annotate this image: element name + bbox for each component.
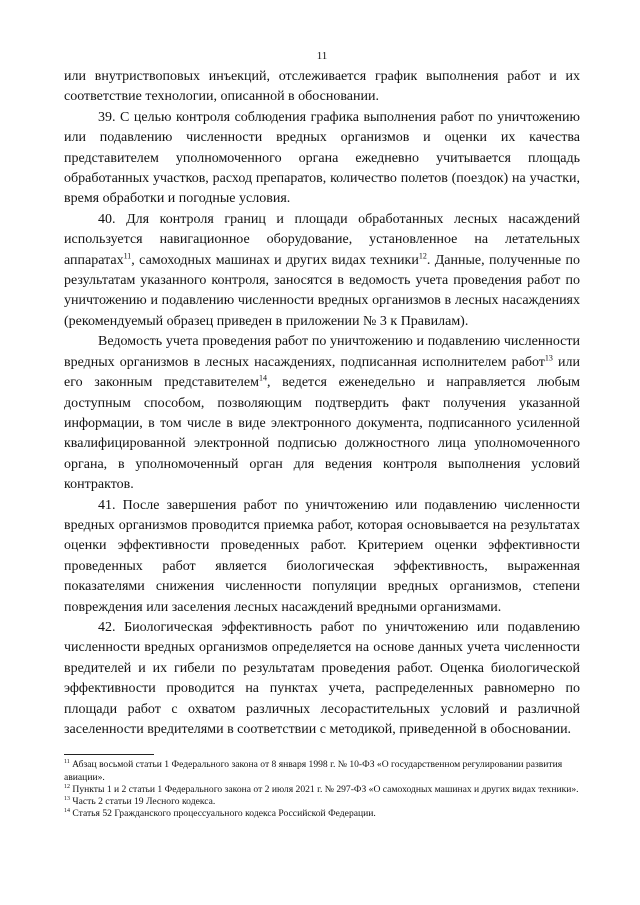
paragraph: или внутриствоповых инъекций, отслеживается график выполнения работ и их соответствие технологии, описанной в обосновании. xyxy=(64,69,580,105)
footnote-divider xyxy=(64,754,154,755)
footnotes xyxy=(64,759,580,820)
footnote-11: $^{11}$ Абзац восьмой статьи 1 Федерального закона от 8 января 1998 г. № 10-ФЗ «О государственном регулировании развития авиации». xyxy=(64,759,563,783)
footnote-ref-11: 11 xyxy=(123,251,132,260)
paragraph-vedomost: Ведомость учета проведения работ по уничтожению и подавлению численности вредных организмов в лесных насаждениях, подписанная исполнителем работ$^{13}$ или его законным представителем$^{14}$, ведется еженедельно и направляется любым доступным способом, позволяющим подтвердить факт получения указанной информации, в том числе в виде электронного документа, подписанного усиленной квалифицированной электронной подписью должностного лица уполномоченного органа, в уполномоченный орган для ведения контроля выполнения условий контрактов. xyxy=(64,334,580,493)
paragraph-41: 41. После завершения работ по уничтожению или подавлению численности вредных организмов проводится приемка работ, которая основывается на результатах оценки эффективности проведенных работ. Критерием оценки эффективности проведенных работ является биологическая эффективность, выраженная показателями снижения численности популяции вредных организмов, степени повреждения или заселения лесных насаждений вредными организмами. xyxy=(64,497,580,615)
paragraph-40: 40. Для контроля границ и площади обработанных лесных насаждений используется навигационное оборудование, установленное на летательных аппаратах$^{11}$, самоходных машинах и других видах техники$^{12}$. Данные, полученные по результатам указанного контроля, заносятся в ведомость учета проведения работ по уничтожению и подавлению численности вредных организмов в лесных насаждениях (рекомендуемый образец приведен в приложении № 3 к Правилам). xyxy=(64,211,580,329)
footnote-12: $^{12}$ Пункты 1 и 2 статьи 1 Федерального закона от 2 июля 2021 г. № 297-ФЗ «О самоходных машинах и других видах техники». xyxy=(64,783,579,795)
footnote-14: $^{14}$ Статья 52 Гражданского процессуального кодекса Российской Федерации. xyxy=(64,808,376,820)
body-text xyxy=(64,67,580,740)
footnote-13: $^{13}$ Часть 2 статьи 19 Лесного кодекса. xyxy=(64,795,216,808)
paragraph-42: 42. Биологическая эффективность работ по уничтожению или подавлению численности вредных организмов определяется на основе данных учета численности вредителей и их гибели по результатам проведения работ. Оценка биологической эффективности проводится на пунктах учета, распределенных равномерно по площади работ с охватом различных лесорастительных условий и различной заселенности вредителями в соответствии с методикой, приведенной в обосновании. xyxy=(64,619,580,737)
page-number: 11 xyxy=(316,50,328,62)
footnote-ref-12: 12 xyxy=(418,251,427,260)
paragraph-39: 39. С целью контроля соблюдения графика выполнения работ по уничтожению или подавлению численности вредных организмов и оценки их качества представителем уполномоченного органа ежедневно учитывается площадь обработанных участков, расход препаратов, количество полетов (поездок) на участки, время обработки и погодные условия. xyxy=(64,109,580,207)
footnote-ref-14: 14 xyxy=(258,373,267,383)
footnote-ref-13: 13 xyxy=(544,353,553,363)
